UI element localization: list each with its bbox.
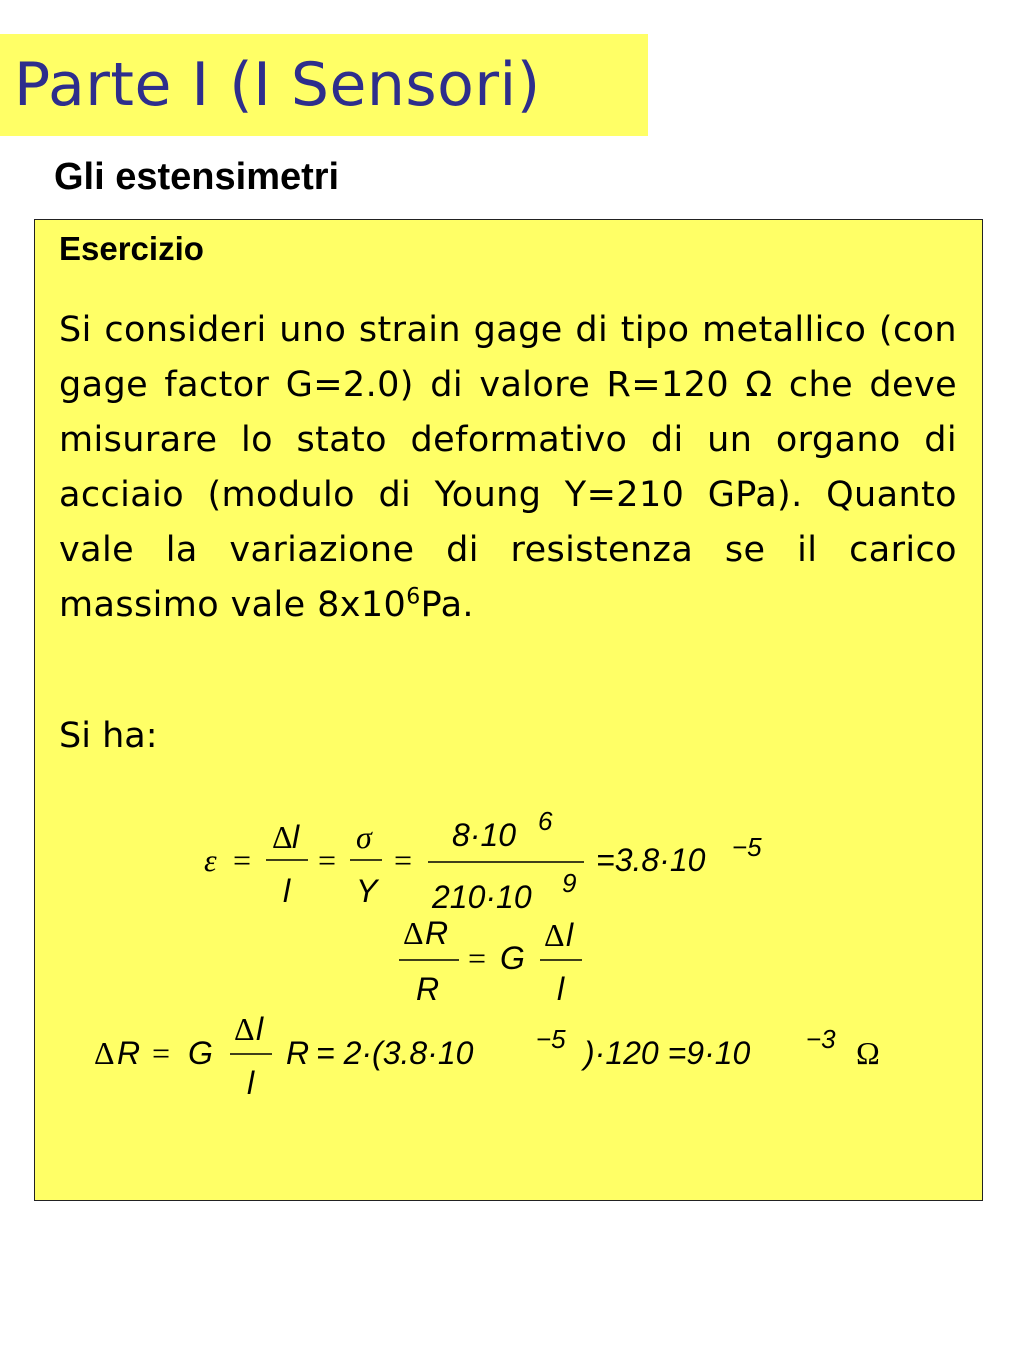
equation-gage-factor bbox=[399, 915, 582, 1007]
length-symbol: l bbox=[292, 819, 300, 855]
delta-symbol: Δ bbox=[234, 1011, 255, 1047]
numerator: 8·10 bbox=[452, 817, 517, 853]
length-symbol: l bbox=[283, 873, 291, 909]
slide-subtitle: Gli estensimetri bbox=[54, 156, 340, 198]
delta-symbol: Δ bbox=[544, 917, 565, 953]
gage-factor-symbol: G bbox=[500, 940, 525, 976]
exponent-2: −3 bbox=[806, 1024, 836, 1054]
slide-title: Parte I (I Sensori) bbox=[14, 50, 541, 120]
equals-sign: = bbox=[394, 842, 413, 878]
resistance-symbol: R bbox=[425, 915, 449, 951]
numerator-exponent: 6 bbox=[538, 806, 553, 836]
equals-sign: = bbox=[233, 842, 252, 878]
expression-part1: = 2·(3.8·10 bbox=[316, 1035, 474, 1071]
sigma-symbol: σ bbox=[356, 819, 372, 855]
exercise-heading: Esercizio bbox=[59, 230, 204, 267]
exponent-1: −5 bbox=[536, 1024, 566, 1054]
delta-symbol: Δ bbox=[403, 915, 424, 951]
resistance-symbol: R bbox=[416, 971, 440, 1007]
exercise-text-main: Si consideri uno strain gage di tipo metallico (con gage factor G=2.0) di valore R=120 Ω che deve misurare lo stato deformativo di un organo di acciaio (modulo di Young Y=210 GPa). Quanto vale la variazione di resistenza se il carico massimo vale 8x10 bbox=[59, 310, 957, 625]
equation-resistance-change bbox=[94, 1011, 880, 1101]
length-symbol: l bbox=[557, 971, 565, 1007]
denominator-exponent: 9 bbox=[562, 868, 577, 898]
exercise-exponent: 6 bbox=[406, 584, 421, 610]
strain-result: =3.8·10 bbox=[596, 842, 706, 878]
expression-part2: )·120 =9·10 bbox=[584, 1035, 751, 1071]
si-ha-label: Si ha: bbox=[59, 716, 158, 756]
resistance-symbol: R bbox=[286, 1035, 310, 1071]
delta-symbol: Δ bbox=[94, 1035, 115, 1071]
resistance-symbol: R bbox=[117, 1035, 141, 1071]
gage-factor-symbol: G bbox=[188, 1035, 213, 1071]
epsilon-symbol: ε bbox=[204, 842, 217, 878]
equation-strain bbox=[204, 806, 762, 915]
delta-symbol: Δ bbox=[272, 819, 293, 855]
exercise-text-unit: Pa. bbox=[420, 585, 474, 625]
length-symbol: l bbox=[247, 1065, 255, 1101]
ohm-symbol: Ω bbox=[856, 1035, 880, 1071]
strain-result-exponent: −5 bbox=[732, 832, 762, 862]
denominator: 210·10 bbox=[432, 879, 532, 915]
length-symbol: l bbox=[256, 1011, 264, 1047]
length-symbol: l bbox=[566, 917, 574, 953]
equals-sign: = bbox=[152, 1035, 171, 1071]
young-symbol: Y bbox=[356, 873, 378, 909]
equals-sign: = bbox=[318, 842, 337, 878]
equals-sign: = bbox=[468, 940, 487, 976]
